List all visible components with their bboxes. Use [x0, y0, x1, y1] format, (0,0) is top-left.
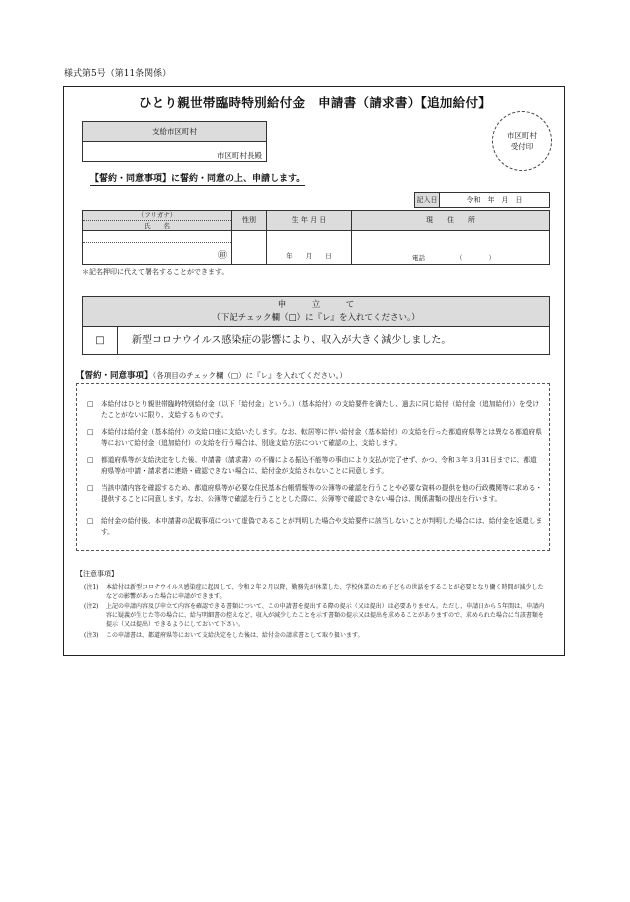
note-number: (注2)	[84, 603, 99, 610]
oath-item-checkbox[interactable]: □	[87, 400, 94, 408]
oath-item	[87, 427, 543, 449]
phone-label: 電話	[412, 254, 425, 262]
stamp-line-2: 受付印	[510, 142, 534, 151]
oath-item-checkbox[interactable]: □	[87, 456, 94, 464]
oath-item-checkbox[interactable]: □	[87, 484, 94, 492]
oath-item-text: 給付金の給付後、本申請書の記載事項について虚偽であることが判明した場合や支給要件に該当しないことが判明した場合には、給付金を返還します。	[101, 517, 543, 536]
municipality-box	[82, 121, 267, 162]
name-label: 氏 名	[144, 222, 170, 230]
address-field[interactable]	[352, 231, 549, 264]
application-heading: 申 立 て	[277, 300, 355, 310]
application-box	[82, 296, 550, 355]
oath-item	[87, 516, 543, 538]
note-text: 本給付は新型コロナウイルス感染症に起因して、令和２年２月以降、勤務先が休業した、学校休業のため子どもの世話をすることが必要となり働く時間が減少したなどの影響があった場合に申請ができます。	[106, 584, 544, 600]
oath-item-text: 当該申請内容を確認するため、都道府県等が必要な住民基本台帳情報等の公簿等の確認を行うことや必要な資料の提供を他の行政機関等に求める・提供することに同意します。なお、公簿等で確認を行うこととした際に、公簿等で確認できない場合は、関係書類の提出を行います。	[101, 484, 543, 503]
note-number: (注3)	[84, 632, 99, 639]
entry-date-box	[414, 192, 550, 208]
entry-date-field[interactable]: 令和 年 月 日	[466, 196, 523, 204]
municipality-label: 支給市区町村	[83, 122, 266, 142]
oath-item	[87, 455, 543, 477]
gender-header: 性別	[232, 211, 267, 231]
application-header	[83, 297, 549, 327]
reception-stamp	[492, 111, 552, 171]
seal-mark: ㊞	[217, 251, 227, 261]
gender-field[interactable]	[232, 231, 267, 264]
oath-item-checkbox[interactable]: □	[87, 428, 94, 436]
page-title: ひとり親世帯臨時特別給付金 申請書（請求書）【追加給付】	[138, 95, 492, 110]
oath-section-instruction: （各項目のチェック欄（□）に『レ』を入れてください。）	[152, 371, 347, 380]
phone-field[interactable]: （ ）	[456, 254, 495, 262]
application-row	[83, 327, 549, 354]
oath-item-text: 本給付はひとり親世帯臨時特別給付金（以下「給付金」という。）（基本給付）の支給要件を満たし、過去に同じ給付（給付金（追加給付））を受けたことがないに限り、支給するものです。	[101, 400, 540, 419]
oath-item-text: 都道府県等が支給決定をした後、申請書（請求書）の不備による振込不能等の事由により支払が完了せず、かつ、令和３年３月31日までに、都道府県等が申請・請求者に連絡・確認できない場合に、給付金が支給されないことに同意します。	[101, 456, 537, 475]
mayor-label: 市区町村長殿	[217, 151, 262, 160]
oath-item	[87, 483, 543, 505]
birth-field[interactable]: 年 月 日	[267, 231, 352, 264]
furigana-label: （フリガナ）	[83, 211, 231, 221]
note-item	[84, 631, 549, 640]
oath-section-title	[76, 369, 347, 381]
seal-note: ＊記名押印に代えて署名することができます。	[82, 268, 229, 276]
applicant-table	[82, 210, 550, 265]
stamp-line-1: 市区町村	[507, 131, 537, 140]
note-number: (注1)	[84, 584, 99, 591]
address-header: 現 住 所	[352, 211, 549, 231]
entry-date-label: 記入日	[415, 193, 440, 207]
oath-items-box	[76, 383, 550, 551]
application-statement: 新型コロナウイルス感染症の影響により、収入が大きく減少しました。	[132, 335, 452, 346]
application-checkbox[interactable]: □	[83, 327, 118, 354]
oath-item-checkbox[interactable]: □	[87, 517, 94, 525]
oath-item	[87, 399, 543, 421]
notes-heading: 【注意事項】	[76, 570, 118, 578]
note-text: この申請書は、都道府県等において支給決定をした後は、給付金の請求書として取り扱います。	[106, 632, 364, 639]
oath-section-heading: 【誓約・同意事項】	[76, 371, 153, 381]
furigana-input[interactable]	[83, 231, 231, 243]
name-header	[83, 211, 232, 231]
note-item	[84, 602, 549, 629]
form-label: 様式第5号（第11条関係）	[64, 69, 172, 79]
name-field[interactable]	[83, 231, 232, 264]
oath-heading: 【誓約・同意事項】に誓約・同意の上、申請します。	[90, 171, 305, 186]
application-subheading: （下記チェック欄（□）に『レ』を入れてください。）	[212, 313, 420, 323]
birth-header: 生 年 月 日	[267, 211, 352, 231]
oath-item-text: 本給付は給付金（基本給付）の支給口座に支給いたします。なお、転居等に伴い給付金（基本給付）の支給を行った都道府県等とは異なる都道府県等において給付金（追加給付）の支給を行う場合は、別途支給方法について確認の上、支給します。	[101, 428, 542, 447]
note-item	[84, 583, 549, 601]
note-text: 上記の申請内容及び申立て内容を確認できる書類について、この申請書を提出する際の提示（又は提出）は必要ありません。ただし、申請日から５年間は、申請内容に疑義が生じた等の場合に、給与明細書の控えなど、収入が減少したことを示す書類の提示又は提出を求めることがありますので、求められた場合に当該書類を提示（又は提出）できるようにしておいて下さい。	[106, 603, 545, 628]
